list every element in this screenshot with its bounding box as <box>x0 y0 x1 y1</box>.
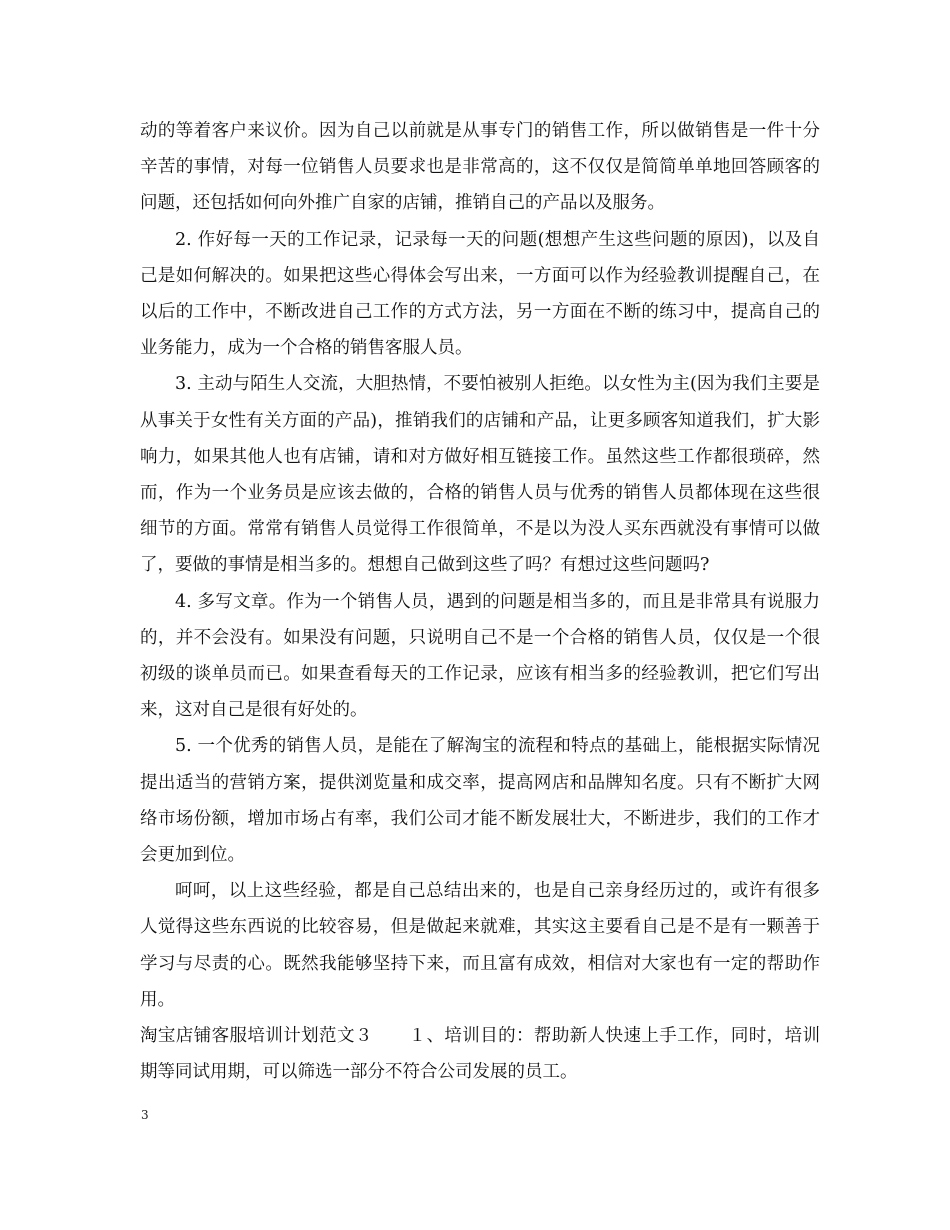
document-body <box>140 113 820 1090</box>
paragraph-continuation: 动的等着客户来议价。因为自己以前就是从事专门的销售工作，所以做销售是一件十分辛苦的事情，对每一位销售人员要求也是非常高的，这不仅仅是简简单单地回答顾客的问题，还包括如何向外推广自家的店铺，推销自己的产品以及服务。 <box>140 121 820 214</box>
paragraph-item-5: 5. 一个优秀的销售人员，是能在了解淘宝的流程和特点的基础上，能根据实际情况提出适当的营销方案，提供浏览量和成交率，提高网店和品牌知名度。只有不断扩大网络市场份额，增加市场占有率，我们公司才能不断发展壮大，不断进步，我们的工作才会更加到位。 <box>140 736 820 866</box>
paragraph-item-4: 4. 多写文章。作为一个销售人员，遇到的问题是相当多的，而且是非常具有说服力的，并不会没有。如果没有问题，只说明自己不是一个合格的销售人员，仅仅是一个很初级的谈单员而已。如果查看每天的工作记录，应该有相当多的经验教训，把它们写出来，这对自己是很有好处的。 <box>140 591 820 721</box>
paragraph-closing: 呵呵，以上这些经验，都是自己总结出来的，也是自己亲身经历过的，或许有很多人觉得这些东西说的比较容易，但是做起来就难，其实这主要看自己是不是有一颗善于学习与尽责的心。既然我能够坚持下来，而且富有成效，相信对大家也有一定的帮助作用。 <box>140 881 820 1010</box>
page-number: 3 <box>141 1108 149 1122</box>
paragraph-item-2: 2. 作好每一天的工作记录，记录每一天的问题(想想产生这些问题的原因)，以及自己是如何解决的。如果把这些心得体会写出来，一方面可以作为经验教训提醒自己，在以后的工作中，不断改进自己工作的方式方法，另一方面在不断的练习中，提高自己的业务能力，成为一个合格的销售客服人员。 <box>140 229 820 359</box>
paragraph-next-section: 淘宝店铺客服培训计划范文３ １、培训目的：帮助新人快速上手工作，同时，培训期等同试用期，可以筛选一部分不符合公司发展的员工。 <box>140 1026 820 1083</box>
paragraph-item-3: 3. 主动与陌生人交流，大胆热情，不要怕被别人拒绝。以女性为主(因为我们主要是从事关于女性有关方面的产品)，推销我们的店铺和产品，让更多顾客知道我们，扩大影响力，如果其他人也有店铺，请和对方做好相互链接工作。虽然这些工作都很琐碎，然而，作为一个业务员是应该去做的，合格的销售人员与优秀的销售人员都体现在这些很细节的方面。常常有销售人员觉得工作很简单，不是以为没人买东西就没有事情可以做了，要做的事情是相当多的。想想自己做到这些了吗？有想过这些问题吗? <box>140 374 820 576</box>
